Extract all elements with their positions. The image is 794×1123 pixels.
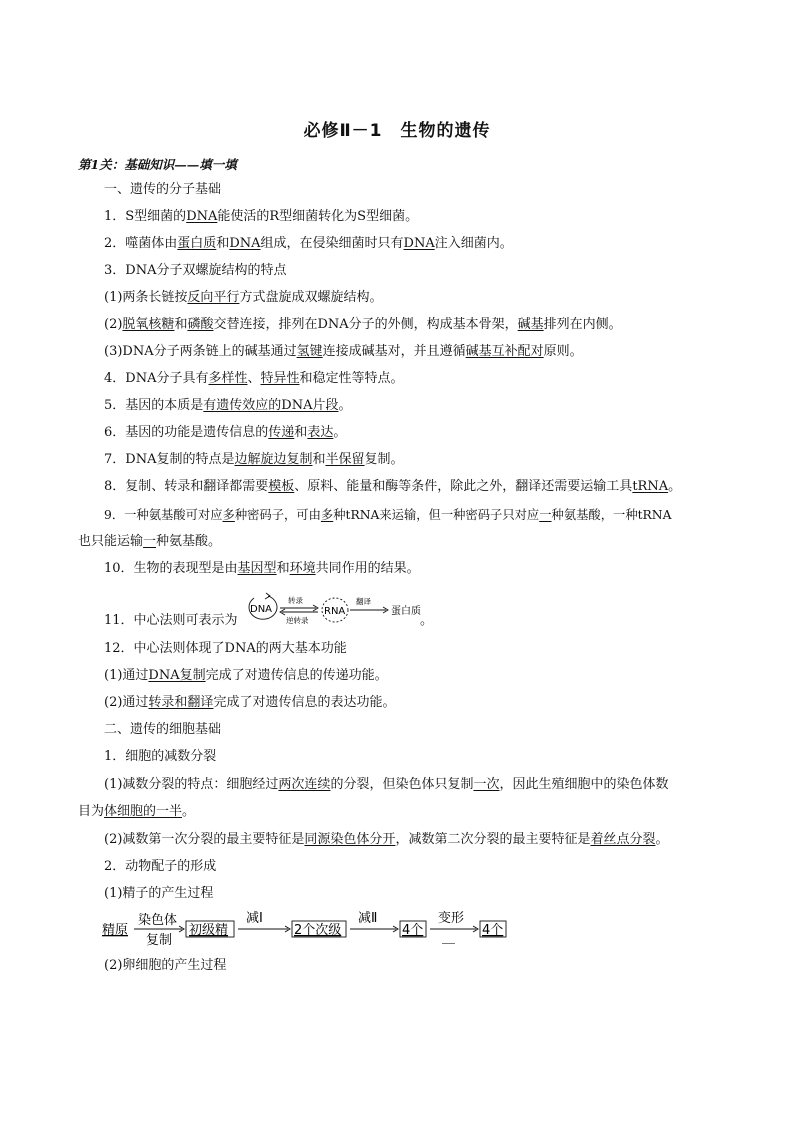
text: 11．中心法则可表示为 [104,613,238,628]
item-5 [104,397,351,415]
answer: 环境 [289,561,316,576]
text: 组成，在侵染细菌时只有 [260,236,404,251]
answer: 碱基 [517,317,544,332]
heading-molecular-basis: 一、遗传的分子基础 [104,182,222,197]
gamete-heading: 2．动物配子的形成 [104,859,217,874]
spermatogonium-label: 精原 [102,923,129,938]
sperm-heading: (1)精子的产生过程 [104,886,214,901]
item-3-3 [104,343,583,361]
translation-label: 翻译 [356,597,371,606]
text: 种tRNA来运输，但一种密码子只对应 [333,508,540,522]
answer: 边解旋边复制 [234,452,313,467]
text: 种氨基酸。 [156,534,222,549]
replication-label: 复制 [146,933,173,948]
chromosome-label: 染色体 [138,913,178,928]
text: (3)DNA分子两条链上的碱基通过 [104,344,297,359]
text: 交替连接，排列在DNA分子的外侧，构成基本骨架， [213,317,518,332]
answer: 一 [539,508,552,522]
text: (1)减数分裂的特点：细胞经过 [104,777,279,792]
item-2 [104,235,513,253]
text: 。 [655,832,669,847]
protein-label: 蛋白质 [391,606,421,617]
dna-label: DNA [250,604,273,615]
text: 目为 [78,804,105,819]
text: ，因此生殖细胞中的染色体数 [499,777,669,792]
text: 共同作用的结果。 [315,561,420,576]
text: 。 [333,425,347,440]
text: 能使活的R型细菌转化为S型细菌。 [217,209,419,224]
answer: 一 [143,534,157,549]
item-12-2 [104,694,395,712]
answer: 一次 [473,777,500,792]
text: 连接成碱基对，并且遵循 [322,344,466,359]
item-3-1 [104,289,382,307]
answer: 有遗传效应的DNA片段 [203,398,339,413]
item-12-1 [104,667,388,685]
text: 4．DNA分子具有 [104,371,209,386]
text: 9．一种氨基酸可对应 [104,508,223,522]
answer: DNA [229,236,261,251]
item-3-2 [104,316,622,334]
text: 原则。 [543,344,583,359]
item-9-line2 [78,533,221,551]
text: 。 [668,479,682,494]
answer: 基因型 [237,561,277,576]
text: (1)通过 [104,668,149,683]
meiosis-item-1-line1 [104,776,668,794]
text: (2) [104,317,123,332]
sperm-label: 4个 [482,923,504,938]
answer: 多样性 [208,371,248,386]
item-3: 3．DNA分子双螺旋结构的特点 [104,263,287,278]
meiosis-item-2 [104,831,668,849]
text: 和稳定性等特点。 [299,371,404,386]
answer: 反向平行 [187,290,240,305]
text: 。 [182,804,196,819]
text: 的分裂，但染色体只复制 [330,777,474,792]
heading-cellular-basis: 二、遗传的细胞基础 [104,722,222,737]
answer: DNA [403,236,435,251]
text: 6．基因的功能是遗传信息的 [104,425,269,440]
text: 复制。 [364,452,404,467]
answer: 多 [320,508,334,522]
text: 排列在内侧。 [543,317,622,332]
item-8 [104,478,681,496]
text: 和 [294,425,308,440]
answer: 多 [222,508,235,522]
text: 种氨基酸，一种tRNA [551,508,672,522]
item-11 [104,612,238,630]
meiosis-2-label: 减Ⅱ [358,911,378,926]
text: 、原料、能量和酶等条件，除此之外，翻译还需要运输工具 [294,479,633,494]
text: 和 [276,561,290,576]
section-heading: 第1关：基础知识——填一填 [78,157,237,172]
answer: 碱基互补配对 [465,344,544,359]
text: 8．复制、转录和翻译都需要 [104,479,269,494]
item-9-line1 [104,506,671,524]
answer: 转录和翻译 [148,695,214,710]
text: 2．噬菌体由 [104,236,178,251]
answer: 模板 [268,479,295,494]
answer: 脱氧核糖 [122,317,175,332]
answer: 表达 [307,425,334,440]
item-7 [104,451,404,469]
answer: 同源染色体分开 [304,832,396,847]
text: 10．生物的表现型是由 [104,561,238,576]
primary-spermatocyte-label: 初级精 [189,923,229,938]
secondary-spermatocyte-label: 2个次级 [294,923,342,938]
reverse-transcription-label: 逆转录 [286,616,309,625]
answer: 体细胞的一半 [104,804,183,819]
text: 和 [312,452,326,467]
answer: 蛋白质 [177,236,217,251]
egg-heading: (2)卵细胞的产生过程 [104,958,227,973]
transform-label: 变形 [438,911,465,926]
spermatid-label: 4个 [402,923,424,938]
item-1 [104,208,418,226]
text: 、 [247,371,261,386]
text: 5．基因的本质是 [104,398,204,413]
text: 方式盘旋成双螺旋结构。 [239,290,383,305]
answer: 半保留 [325,452,365,467]
transcription-label: 转录 [288,596,303,605]
text: 。 [338,398,352,413]
item-4 [104,370,404,388]
text: (1)两条长链按 [104,290,188,305]
item-12: 12．中心法则体现了DNA的两大基本功能 [104,641,347,656]
item-11-end: 。 [420,613,434,628]
page-title: 必修Ⅱ－1 生物的遗传 [303,121,491,141]
text: 也只能运输 [78,534,144,549]
text: 7．DNA复制的特点是 [104,452,235,467]
answer: 特异性 [260,371,300,386]
answer: 着丝点分裂 [590,832,656,847]
text: 1．S型细菌的 [104,209,187,224]
answer: 传递 [268,425,295,440]
text: 和 [216,236,230,251]
text: (2)通过 [104,695,149,710]
text: 和 [174,317,188,332]
blank-label: ＿ [442,931,456,946]
answer: DNA复制 [148,668,206,683]
meiosis-heading: 1．细胞的减数分裂 [104,749,217,764]
arrowhead [265,593,270,599]
text: 注入细菌内。 [434,236,513,251]
central-dogma-diagram [244,590,426,634]
item-10 [104,560,420,578]
text: 完成了对遗传信息的表达功能。 [213,695,396,710]
text: 完成了对遗传信息的传递功能。 [205,668,388,683]
item-6 [104,424,346,442]
answer: DNA [186,209,218,224]
text: ，减数第二次分裂的最主要特征是 [395,832,591,847]
answer: tRNA [632,479,669,494]
answer: 两次连续 [278,777,331,792]
sperm-formation-flow [100,908,520,952]
answer: 氢键 [296,344,323,359]
answer: 磷酸 [187,317,214,332]
rna-label: RNA [324,606,346,617]
meiosis-1-label: 减Ⅰ [246,911,263,926]
text: 种密码子，可由 [234,508,321,522]
meiosis-item-1-line2 [78,803,195,821]
text: (2)减数第一次分裂的最主要特征是 [104,832,305,847]
